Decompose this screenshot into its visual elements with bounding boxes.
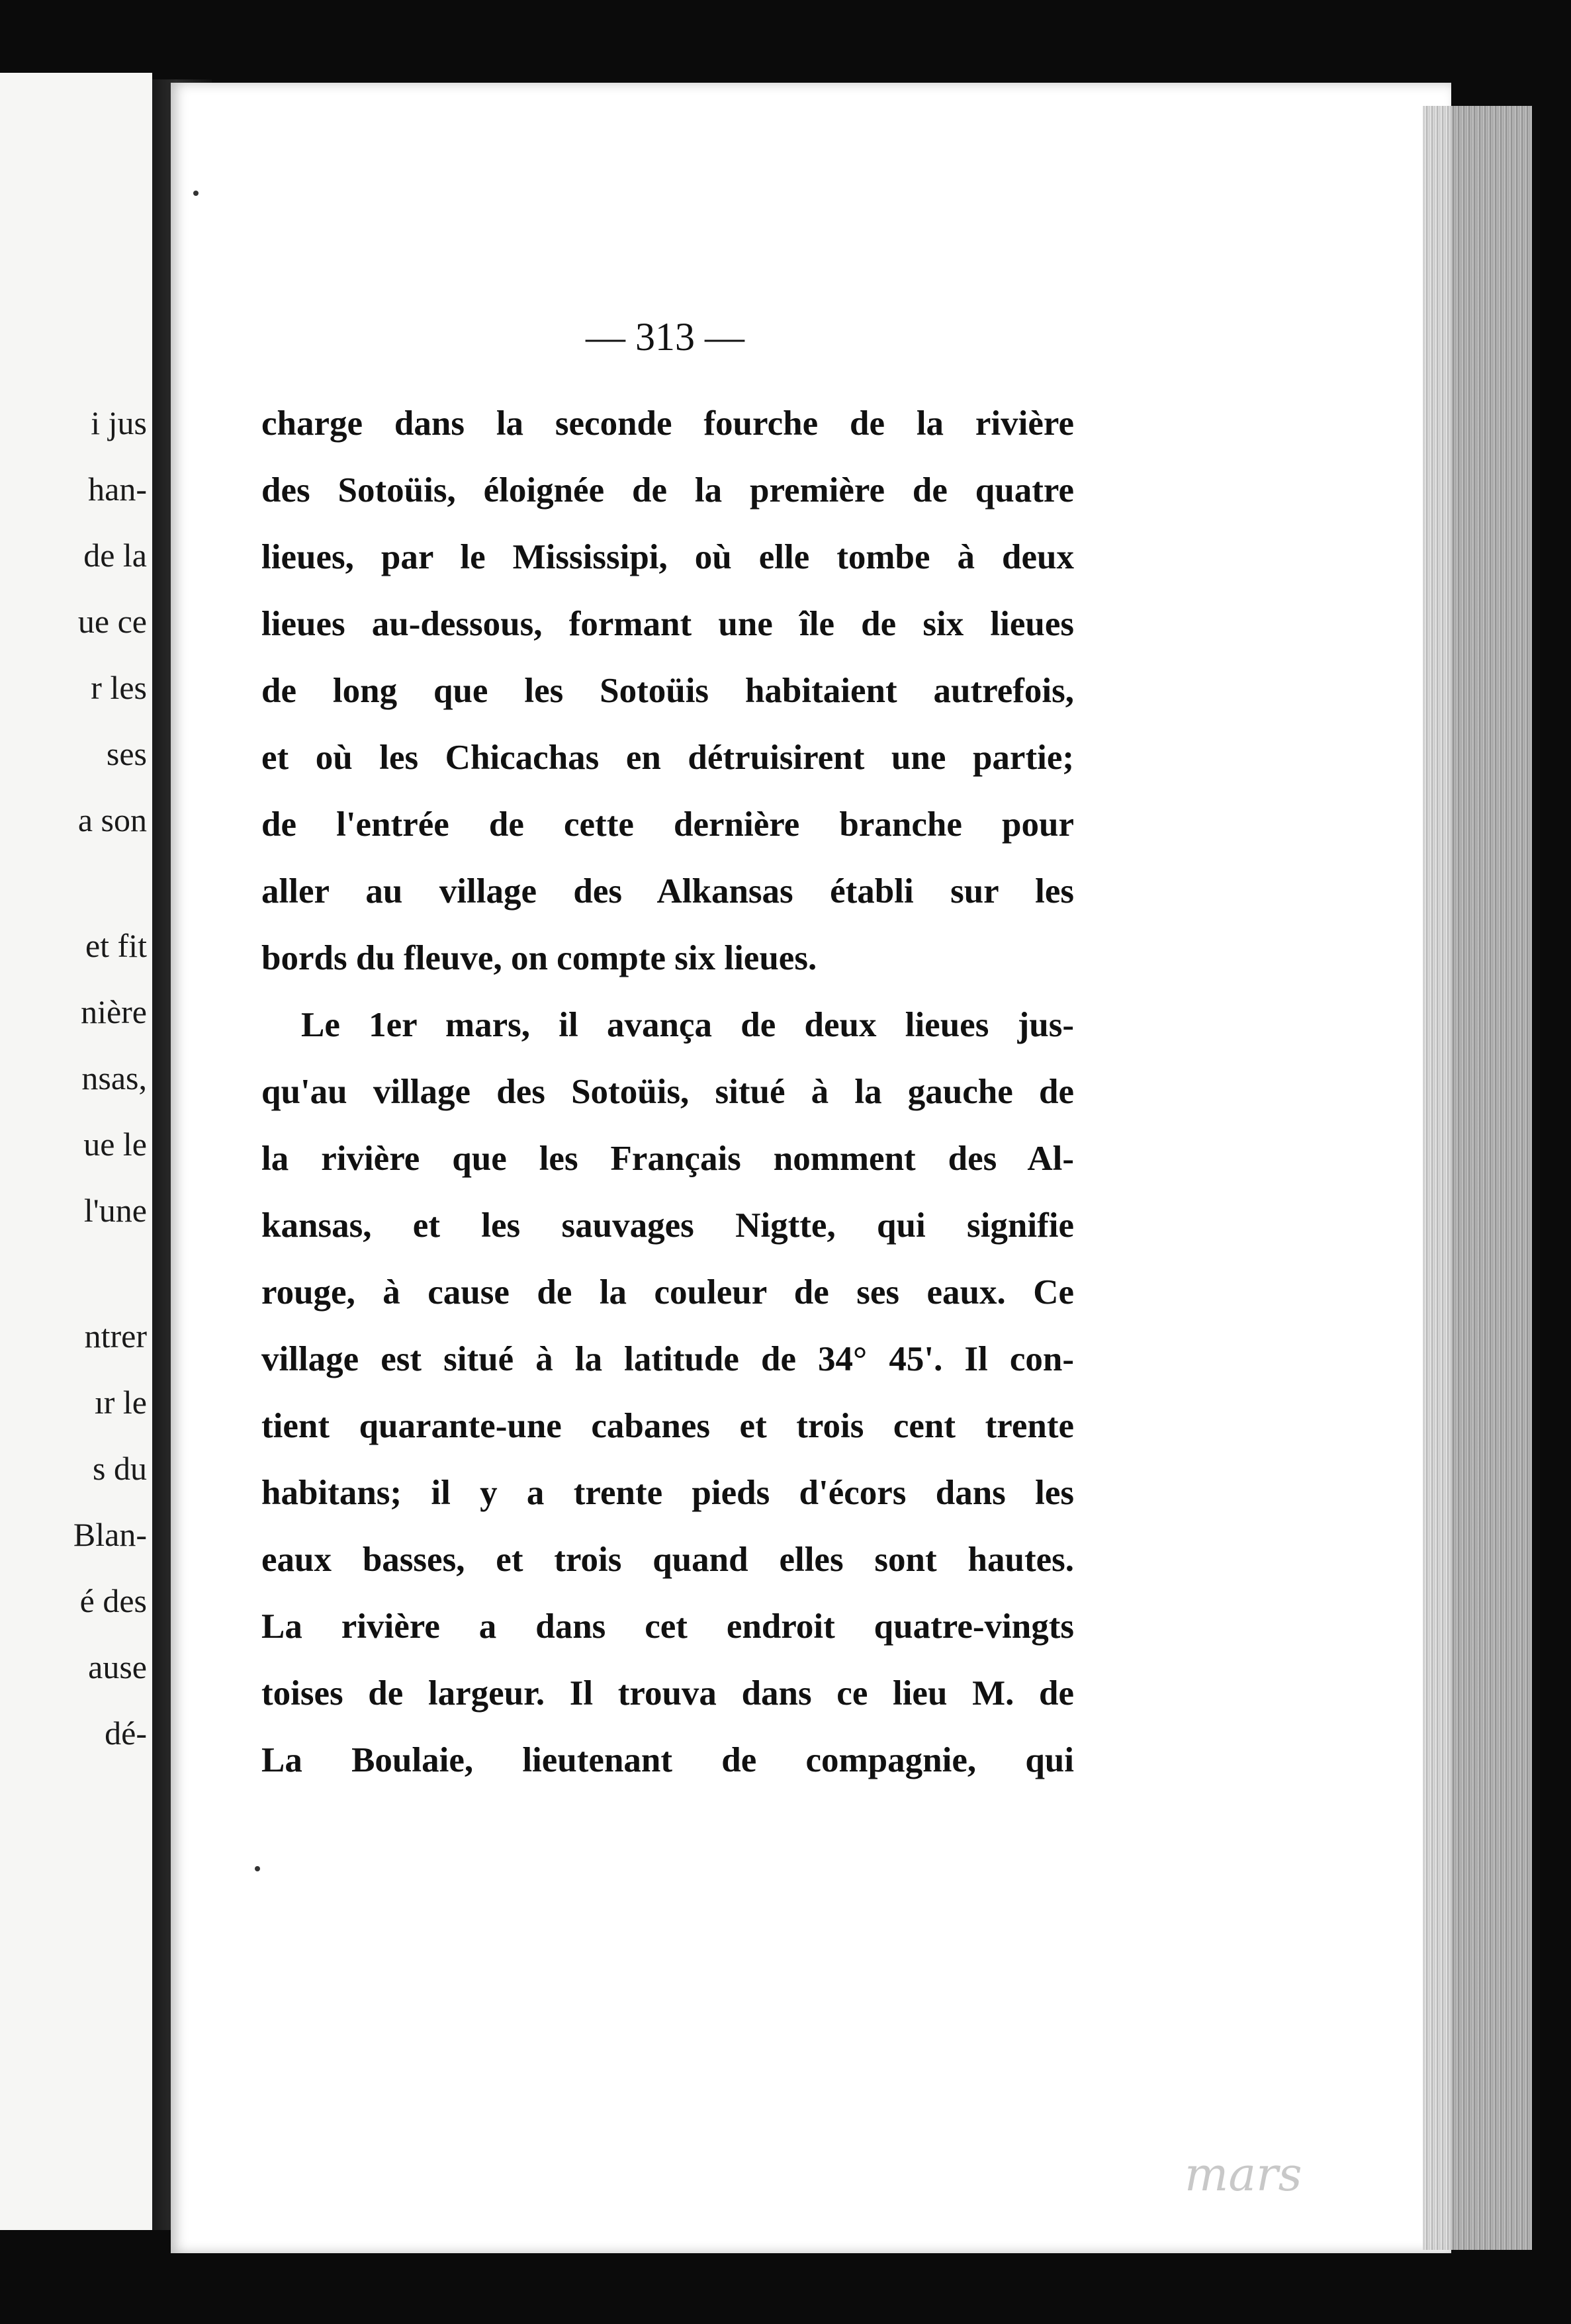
- body-text-line: de long que les Sotoüis habitaient autrefois,: [261, 672, 1074, 710]
- left-page: [0, 73, 152, 2230]
- body-text-line: kansas, et les sauvages Nigtte, qui signifie: [261, 1206, 1074, 1245]
- left-page-fragment: ue le: [83, 1126, 147, 1163]
- left-page-fragment: ır le: [94, 1384, 147, 1421]
- left-page-fragment: ause: [88, 1648, 147, 1685]
- left-page-fragment: ntrer: [84, 1318, 147, 1355]
- body-text-line: Le 1er mars, il avança de deux lieues jus-: [301, 1006, 1074, 1044]
- left-page-fragment: han-: [88, 470, 147, 508]
- left-page-fragment: Blan-: [73, 1516, 147, 1553]
- body-text-line: de l'entrée de cette dernière branche pour: [261, 805, 1074, 844]
- left-page-fragment: é des: [79, 1582, 147, 1619]
- page-edge-texture: [1423, 106, 1532, 2250]
- body-text-line: La Boulaie, lieutenant de compagnie, qui: [261, 1741, 1074, 1779]
- body-text-line: qu'au village des Sotoüis, situé à la gauche de: [261, 1073, 1074, 1111]
- left-page-fragment: ses: [106, 735, 147, 772]
- body-text-line: lieues au-dessous, formant une île de six lieues: [261, 605, 1074, 643]
- body-text-line: toises de largeur. Il trouva dans ce lieu M. de: [261, 1674, 1074, 1713]
- ink-speck: [193, 191, 199, 196]
- left-page-fragment: de la: [83, 537, 147, 574]
- body-text-line: La rivière a dans cet endroit quatre-vingts: [261, 1607, 1074, 1646]
- body-text-line: la rivière que les Français nomment des Al-: [261, 1140, 1074, 1178]
- body-text-line: tient quarante-une cabanes et trois cent trente: [261, 1407, 1074, 1445]
- ink-speck: [255, 1866, 260, 1871]
- left-page-fragment: i jus: [91, 404, 147, 441]
- body-text-line: eaux basses, et trois quand elles sont hautes.: [261, 1541, 1074, 1579]
- body-text-line: charge dans la seconde fourche de la rivière: [261, 404, 1074, 443]
- left-page-fragment: s du: [93, 1450, 147, 1487]
- left-page-fragment: dé-: [105, 1715, 147, 1752]
- body-text-line: rouge, à cause de la couleur de ses eaux. Ce: [261, 1273, 1074, 1312]
- body-text-line: habitans; il y a trente pieds d'écors dans les: [261, 1474, 1074, 1512]
- left-page-fragment: nsas,: [81, 1059, 147, 1096]
- left-page-fragment: nière: [81, 993, 147, 1030]
- left-page-fragment: r les: [91, 669, 147, 706]
- left-page-fragment: a son: [77, 801, 147, 838]
- left-page-fragment: ue ce: [77, 603, 147, 640]
- body-text-line: village est situé à la latitude de 34° 45'. Il con-: [261, 1340, 1074, 1378]
- page-number: — 313 —: [586, 315, 744, 359]
- body-text-line: aller au village des Alkansas établi sur les: [261, 872, 1074, 911]
- left-page-fragment: et fit: [85, 927, 147, 964]
- body-text-line: bords du fleuve, on compte six lieues.: [261, 939, 817, 977]
- body-text-line: et où les Chicachas en détruisirent une partie;: [261, 738, 1074, 777]
- body-text-line: des Sotoüis, éloignée de la première de quatre: [261, 471, 1074, 510]
- handwritten-margin-note: mars: [1185, 2147, 1302, 2202]
- body-text-line: lieues, par le Mississipi, où elle tombe à deux: [261, 538, 1074, 576]
- left-page-fragment: l'une: [83, 1192, 147, 1229]
